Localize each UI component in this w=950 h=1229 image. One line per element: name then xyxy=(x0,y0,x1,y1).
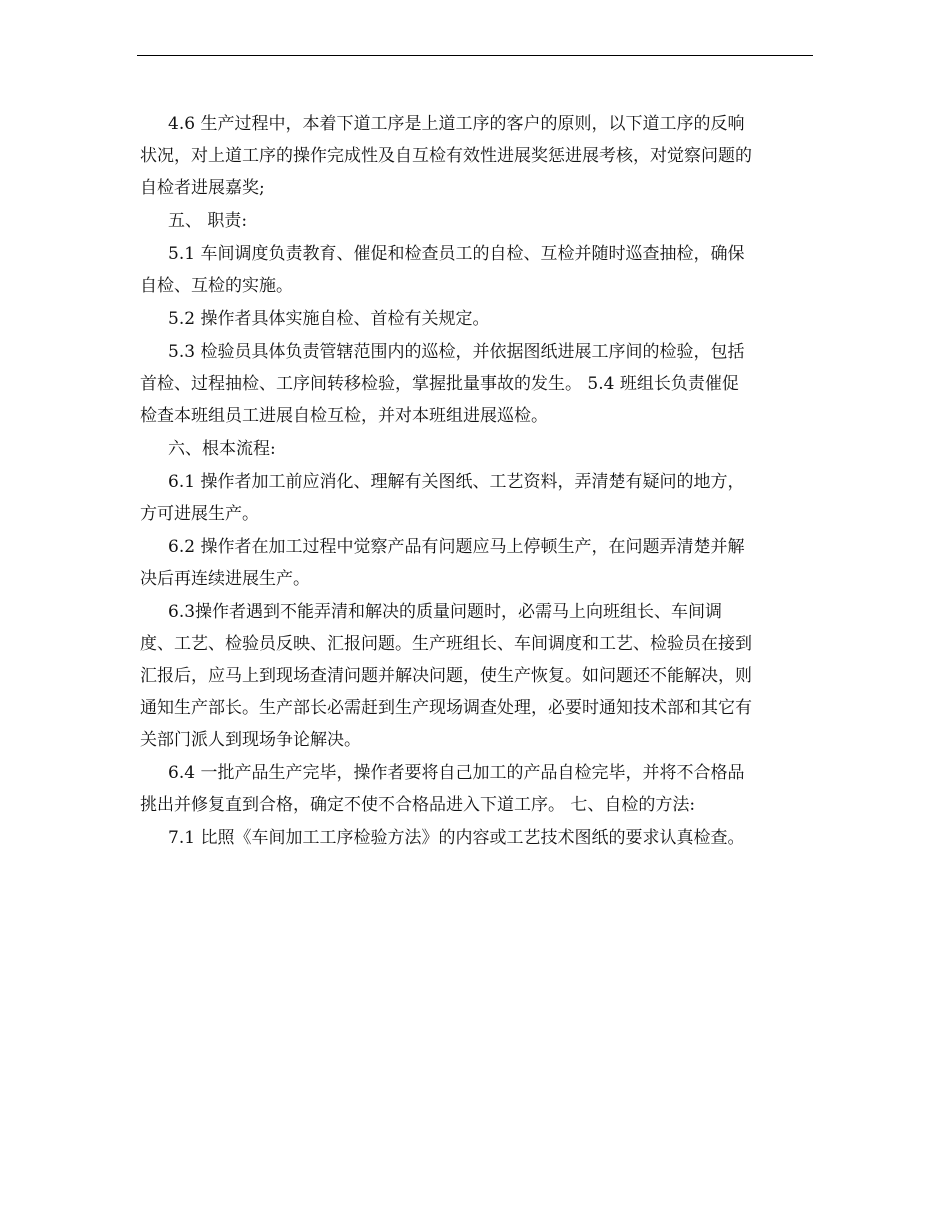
paragraph xyxy=(140,531,812,595)
text-line: 五、 职责: xyxy=(168,211,248,231)
text-line: 通知生产部长。生产部长必需赶到生产现场调查处理，必要时通知技术部和其它有 xyxy=(140,698,752,718)
text-line: 6.1 操作者加工前应消化、理解有关图纸、工艺资料，弄清楚有疑问的地方， xyxy=(168,472,745,492)
text-line: 六、根本流程: xyxy=(168,439,276,459)
paragraph xyxy=(140,757,812,821)
text-line: 关部门派人到现场争论解决。 xyxy=(140,730,361,750)
paragraph xyxy=(140,238,812,302)
text-line: 5.1 车间调度负责教育、催促和检查员工的自检、互检并随时巡查抽检，确保 xyxy=(168,244,745,264)
text-line: 状况，对上道工序的操作完成性及自互检有效性进展奖惩进展考核，对觉察问题的 xyxy=(140,146,752,166)
text-line: 决后再连续进展生产。 xyxy=(140,569,310,589)
paragraph xyxy=(140,433,812,465)
text-line: 6.3操作者遇到不能弄清和解决的质量问题时，必需马上向班组长、车间调 xyxy=(168,602,723,622)
paragraph xyxy=(140,822,812,854)
text-line: 4.6 生产过程中，本着下道工序是上道工序的客户的原则，以下道工序的反响 xyxy=(168,114,745,134)
text-line: 汇报后，应马上到现场查清问题并解决问题，使生产恢复。如问题还不能解决，则 xyxy=(140,666,752,686)
text-line: 7.1 比照《车间加工工序检验方法》的内容或工艺技术图纸的要求认真检查。 xyxy=(168,828,745,848)
text-line: 方可进展生产。 xyxy=(140,504,259,524)
text-line: 5.2 操作者具体实施自检、首检有关规定。 xyxy=(168,309,490,329)
text-line: 自检者进展嘉奖; xyxy=(140,178,265,198)
paragraph xyxy=(140,466,812,530)
paragraph xyxy=(140,596,812,756)
paragraph xyxy=(140,303,812,335)
document-body xyxy=(140,108,812,855)
paragraph xyxy=(140,336,812,432)
text-line: 首检、过程抽检、工序间转移检验，掌握批量事故的发生。 5.4 班组长负责催促 xyxy=(140,374,739,394)
header-rule xyxy=(137,55,813,56)
text-line: 6.2 操作者在加工过程中觉察产品有问题应马上停顿生产，在问题弄清楚并解 xyxy=(168,537,745,557)
text-line: 挑出并修复直到合格，确定不使不合格品进入下道工序。 七、自检的方法: xyxy=(140,795,696,815)
text-line: 检查本班组员工进展自检互检，并对本班组进展巡检。 xyxy=(140,406,548,426)
text-line: 6.4 一批产品生产完毕，操作者要将自己加工的产品自检完毕，并将不合格品 xyxy=(168,763,745,783)
text-line: 自检、互检的实施。 xyxy=(140,276,293,296)
paragraph xyxy=(140,205,812,237)
paragraph xyxy=(140,108,812,204)
text-line: 5.3 检验员具体负责管辖范围内的巡检，并依据图纸进展工序间的检验，包括 xyxy=(168,342,745,362)
text-line: 度、工艺、检验员反映、汇报问题。生产班组长、车间调度和工艺、检验员在接到 xyxy=(140,634,752,654)
